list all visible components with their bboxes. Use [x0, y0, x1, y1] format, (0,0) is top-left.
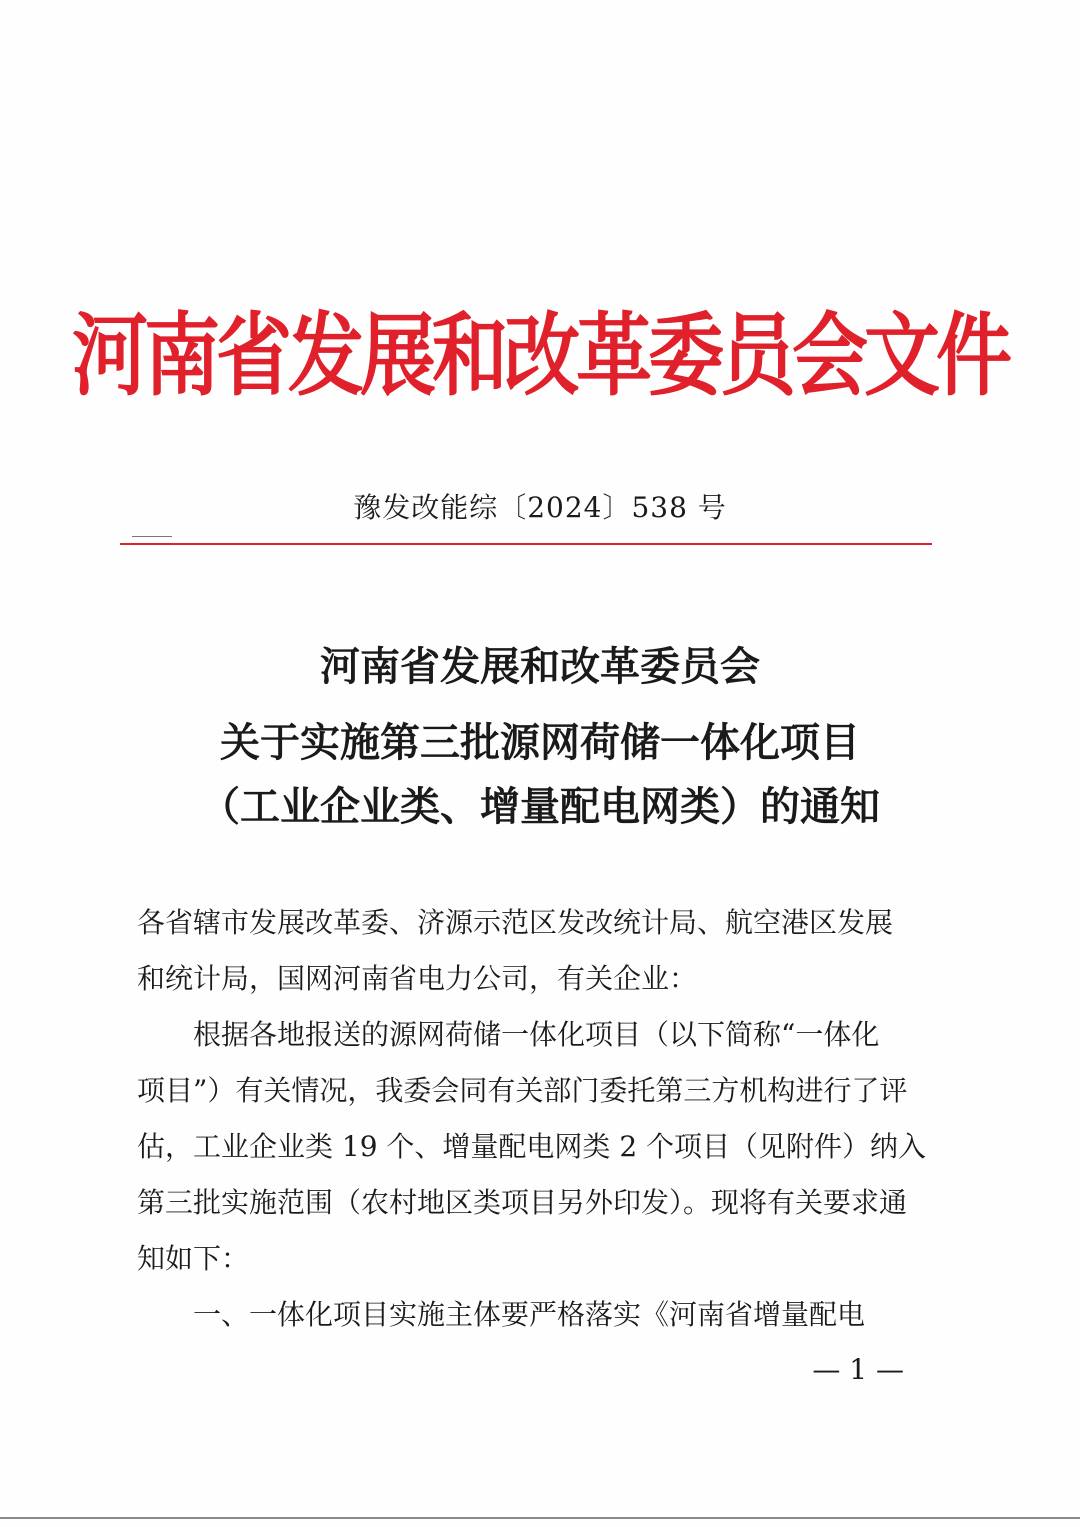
body-line-6: 第三批实施范围（农村地区类项目另外印发）。现将有关要求通	[137, 1186, 908, 1219]
body-line-2: 和统计局，国网河南省电力公司，有关企业：	[137, 962, 698, 995]
bottom-edge-line	[0, 1517, 1080, 1519]
page-number: — 1 —	[812, 1353, 904, 1386]
title-line-3: （工业企业类、增量配电网类）的通知	[200, 783, 880, 830]
small-mark-line	[132, 536, 172, 537]
body-line-8: 一、一体化项目实施主体要严格落实《河南省增量配电	[137, 1298, 866, 1331]
body-line-3: 根据各地报送的源网荷储一体化项目（以下简称“一体化	[137, 1018, 880, 1051]
title-line-1: 河南省发展和改革委员会	[320, 643, 760, 690]
body-line-7: 知如下：	[137, 1242, 250, 1275]
red-header-title: 河南省发展和改革委员会文件	[72, 302, 1008, 408]
body-line-1: 各省辖市发展改革委、济源示范区发改统计局、航空港区发展	[137, 906, 894, 939]
title-line-2: 关于实施第三批源网荷储一体化项目	[220, 719, 860, 766]
document-number: 豫发改能综〔2024〕538 号	[353, 491, 727, 524]
body-line-5: 估，工业企业类 19 个、增量配电网类 2 个项目（见附件）纳入	[137, 1130, 927, 1163]
body-line-4: 项目”）有关情况，我委会同有关部门委托第三方机构进行了评	[137, 1074, 908, 1107]
red-separator-rule	[120, 543, 932, 545]
